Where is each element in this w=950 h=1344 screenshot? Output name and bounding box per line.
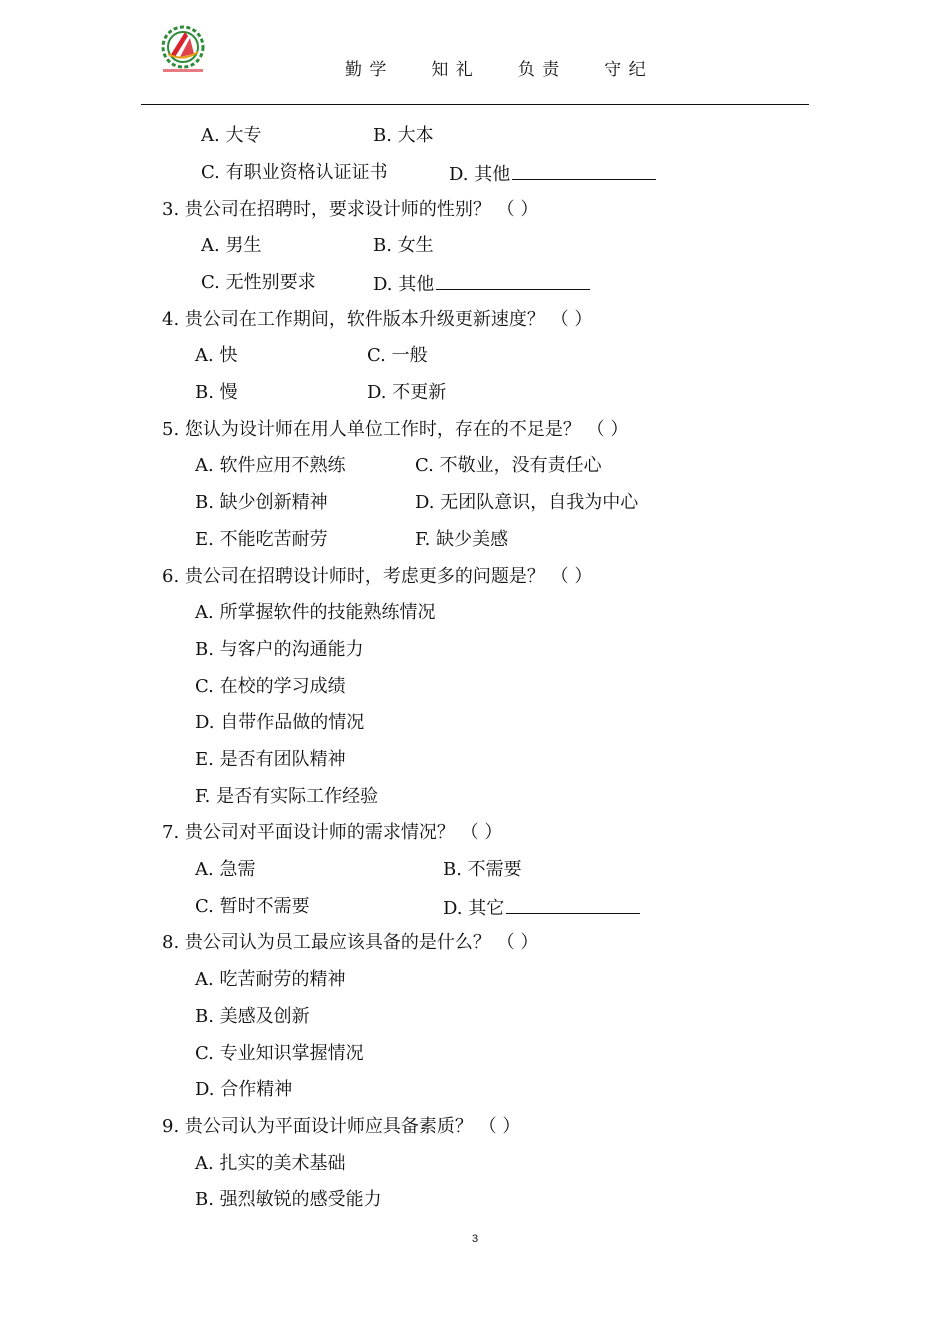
option-text: B. 与客户的沟通能力: [195, 639, 364, 660]
page-number: 3: [471, 1233, 479, 1245]
option-text: A. 所掌握软件的技能熟练情况: [195, 602, 436, 623]
question-text: 7. 贵公司对平面设计师的需求情况？ （ ）: [162, 822, 503, 843]
option-text: A. 大专: [201, 125, 262, 146]
option-text: C. 专业知识掌握情况: [195, 1043, 364, 1064]
option-text: D. 其它: [443, 898, 505, 919]
option-text: D. 其他: [449, 164, 511, 185]
option-text: B. 不需要: [443, 859, 522, 880]
question-text: 4. 贵公司在工作期间，软件版本升级更新速度？ （ ）: [162, 309, 593, 330]
motto-word: 负 责: [517, 60, 561, 80]
option-text: B. 美感及创新: [195, 1006, 310, 1027]
question-text: 3. 贵公司在招聘时，要求设计师的性别？ （ ）: [162, 199, 539, 220]
option-text: C. 在校的学习成绩: [195, 676, 346, 697]
option-text: A. 快: [195, 345, 238, 366]
option-text: D. 不更新: [367, 382, 447, 403]
option-text: A. 吃苦耐劳的精神: [195, 969, 346, 990]
option-with-blank: [449, 161, 656, 187]
question-text: 6. 贵公司在招聘设计师时，考虑更多的问题是？ （ ）: [162, 566, 593, 587]
fill-blank-line[interactable]: [506, 895, 640, 914]
option-text: D. 合作精神: [195, 1079, 293, 1100]
option-text: D. 自带作品做的情况: [195, 712, 365, 733]
option-text: D. 其他: [373, 274, 435, 295]
option-text: E. 不能吃苦耐劳: [195, 529, 328, 550]
school-motto: [345, 55, 647, 80]
motto-word: 勤 学: [345, 60, 388, 80]
option-text: B. 缺少创新精神: [195, 492, 328, 513]
option-text: E. 是否有团队精神: [195, 749, 346, 770]
option-text: C. 不敬业，没有责任心: [415, 455, 602, 476]
option-text: B. 慢: [195, 382, 238, 403]
question-text: 5. 您认为设计师在用人单位工作时，存在的不足是？ （ ）: [162, 419, 629, 440]
fill-blank-line[interactable]: [512, 161, 656, 180]
motto-word: 守 纪: [604, 60, 647, 80]
option-text: A. 扎实的美术基础: [195, 1153, 346, 1174]
option-text: F. 缺少美感: [415, 529, 509, 550]
question-text: 9. 贵公司认为平面设计师应具备素质？ （ ）: [162, 1116, 521, 1137]
option-text: A. 软件应用不熟练: [195, 455, 346, 476]
option-text: C. 有职业资格认证证书: [201, 162, 388, 183]
fill-blank-line[interactable]: [436, 271, 590, 290]
option-text: C. 一般: [367, 345, 428, 366]
option-text: B. 强烈敏锐的感受能力: [195, 1189, 382, 1210]
option-text: A. 男生: [201, 235, 262, 256]
option-text: D. 无团队意识，自我为中心: [415, 492, 639, 513]
option-text: B. 女生: [373, 235, 434, 256]
question-text: 8. 贵公司认为员工最应该具备的是什么？ （ ）: [162, 932, 539, 953]
option-with-blank: [443, 895, 640, 921]
option-text: C. 暂时不需要: [195, 896, 310, 917]
option-text: F. 是否有实际工作经验: [195, 786, 379, 807]
motto-word: 知 礼: [431, 60, 474, 80]
option-text: B. 大本: [373, 125, 434, 146]
option-text: A. 急需: [195, 859, 256, 880]
option-text: C. 无性别要求: [201, 272, 316, 293]
option-with-blank: [373, 271, 590, 297]
header-divider: [141, 104, 809, 105]
school-logo-icon: [160, 24, 206, 76]
